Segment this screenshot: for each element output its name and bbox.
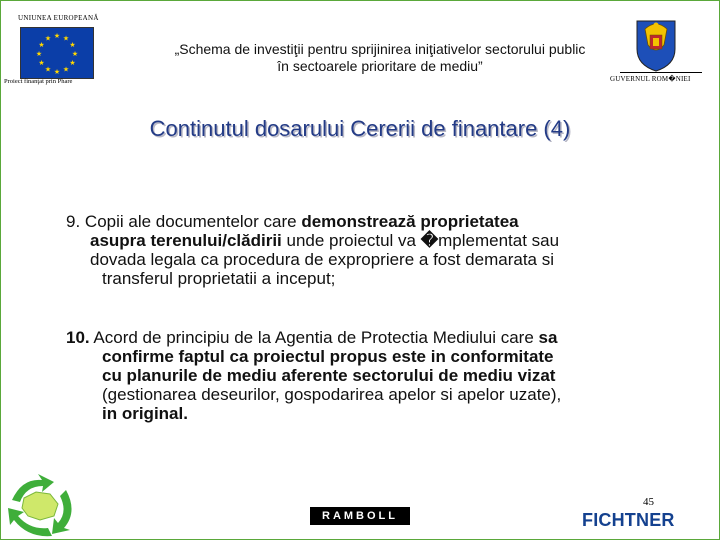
program-title xyxy=(140,41,620,75)
svg-text:★: ★ xyxy=(69,41,76,49)
list-item-line: (gestionarea deseurilor, gospodarirea apelor si apelor uzate), xyxy=(102,385,562,404)
recycle-map-icon xyxy=(2,470,78,538)
item-number: 10. xyxy=(66,328,90,347)
item-text: unde proiectul va xyxy=(281,231,421,250)
fichtner-logo: FICHTNER xyxy=(582,510,675,530)
program-title-line: „Schema de investiţii pentru sprijinirea iniţiativelor sectorului public xyxy=(174,41,586,57)
list-item-line: dovada legala ca procedura de expropriere a fost demarata si xyxy=(90,250,555,269)
slide-title: Continutul dosarului Cererii de finantare (4) xyxy=(149,116,571,141)
phare-label: Proiect finanţat prin Phare xyxy=(4,78,73,85)
svg-text:★: ★ xyxy=(38,41,45,49)
item-text: Acord de principiu de la Agentia de Protectia Mediului care xyxy=(89,328,539,347)
list-item-line xyxy=(66,328,666,347)
item-glyph: � xyxy=(420,231,439,250)
item-text-bold: sa xyxy=(538,328,558,347)
item-text-bold: demonstrează proprietatea xyxy=(301,212,519,231)
list-item-line xyxy=(66,231,666,250)
list-item-line: in original. xyxy=(102,404,188,423)
list-item-line: confirme faptul ca proiectul propus este in conformitate xyxy=(102,347,554,366)
list-item-line: transferul proprietatii a inceput; xyxy=(102,269,336,288)
svg-text:★: ★ xyxy=(53,68,61,76)
svg-text:★: ★ xyxy=(62,34,70,43)
svg-text:★: ★ xyxy=(71,50,79,58)
list-item-line xyxy=(66,212,666,231)
divider xyxy=(620,72,702,73)
item-text: mplementat sau xyxy=(438,231,560,250)
list-item xyxy=(66,212,666,288)
svg-text:★: ★ xyxy=(44,34,52,43)
page-number: 45 xyxy=(643,496,654,508)
ramboll-logo: RAMBOLL xyxy=(310,507,410,525)
svg-text:★: ★ xyxy=(35,50,43,58)
program-title-line: în sectoarele prioritare de mediu” xyxy=(277,58,483,74)
list-item-line: cu planurile de mediu aferente sectorului de mediu vizat xyxy=(102,366,556,385)
svg-text:★: ★ xyxy=(62,65,70,74)
item-text: Copii ale documentelor care xyxy=(80,212,302,231)
item-number: 9. xyxy=(66,212,81,231)
eu-label: UNIUNEA EUROPEANĂ xyxy=(18,14,99,22)
item-text-bold: asupra terenului/clădirii xyxy=(90,231,282,250)
eu-flag-icon xyxy=(20,27,94,79)
government-label: GUVERNUL ROM�NIEI xyxy=(610,75,691,83)
svg-text:★: ★ xyxy=(69,59,76,67)
svg-text:★: ★ xyxy=(44,65,52,74)
romania-coat-of-arms-icon xyxy=(633,15,679,73)
svg-text:★: ★ xyxy=(53,32,61,40)
svg-text:★: ★ xyxy=(38,59,45,67)
list-item xyxy=(66,328,666,423)
